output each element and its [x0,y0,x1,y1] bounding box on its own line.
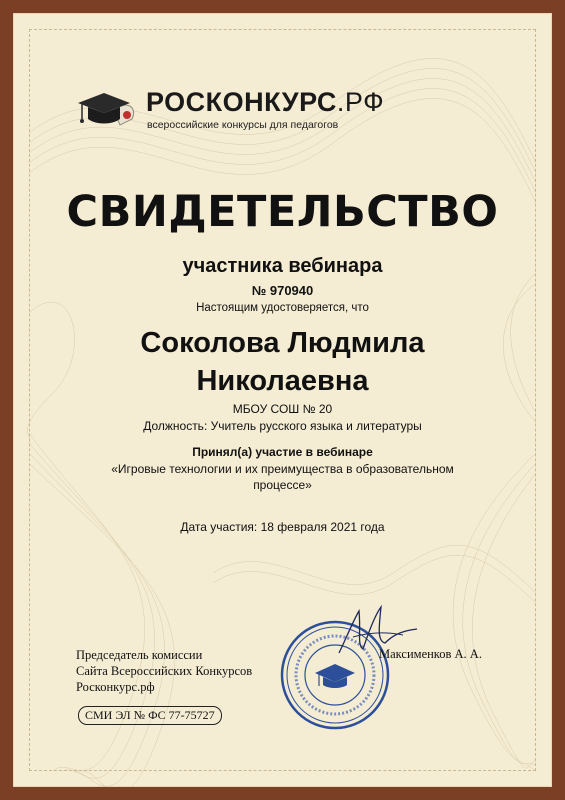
participation-date: Дата участия: 18 февраля 2021 года [180,520,385,534]
certificate-number: № 970940 [251,283,314,298]
signer-name: Максименков А. А. [379,647,482,661]
recipient-name-line1: Соколова Людмила [140,327,425,359]
recipient-name [73,324,492,400]
certificate-page [13,13,552,787]
registration-badge: СМИ ЭЛ № ФС 77-75727 [78,706,222,725]
webinar-topic-line1: «Игровые технологии и их преимущества в образовательном [111,462,454,476]
recipient-position: Должность: Учитель русского языка и литературы [143,419,422,433]
certificate-heading: СВИДЕТЕЛЬСТВО [66,187,499,237]
certify-text: Настоящим удостоверяется, что [196,302,369,314]
chair-line-3: Росконкурс.рф [76,680,155,694]
chair-line-1: Председатель комиссии [76,648,203,662]
chairman-block [76,647,252,695]
recipient-school: МБОУ СОШ № 20 [232,402,333,416]
certificate-subtitle: участника вебинара [182,255,383,277]
participation-label: Принял(а) участие в вебинаре [192,445,373,459]
recipient-name-line2: Николаевна [196,365,369,397]
logo-subtitle: всероссийские конкурсы для педагогов [147,119,339,131]
rosconkurs-logo [76,81,406,137]
webinar-topic-line2: процессе» [253,478,312,492]
logo-title: РОСКОНКУРС.РФ [146,87,385,117]
chair-line-2: Сайта Всероссийских Конкурсов [76,664,253,678]
graduation-cap-icon [76,85,140,135]
webinar-topic [93,461,472,493]
